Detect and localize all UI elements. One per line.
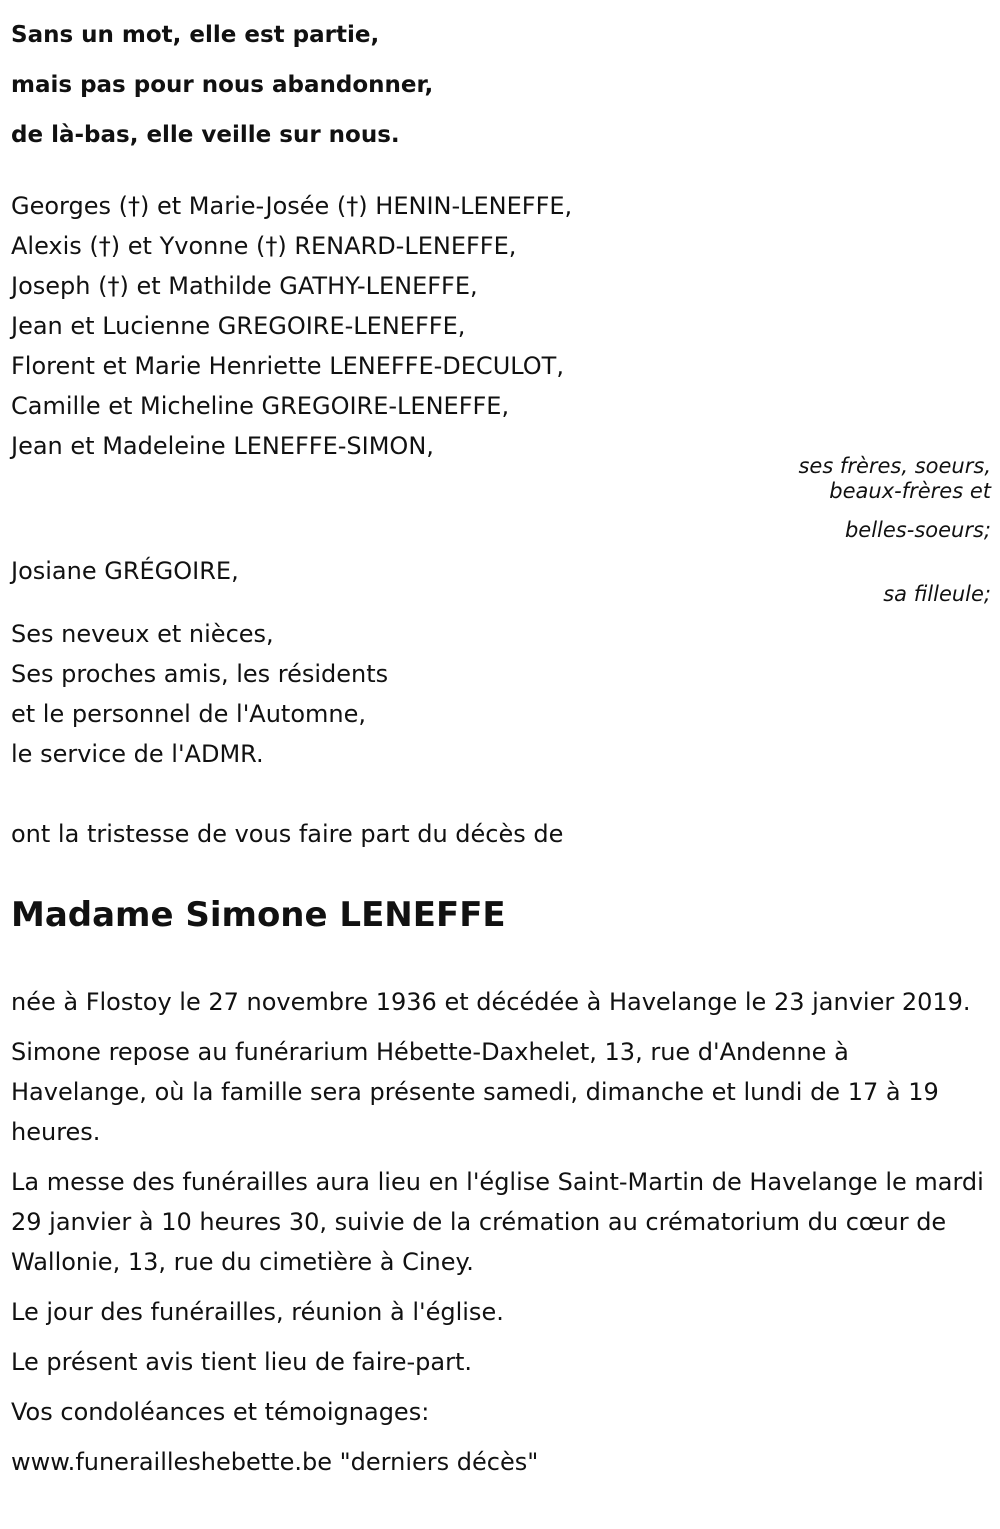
goddaughter-role: sa filleule; — [883, 582, 991, 606]
deceased-name: Madame Simone LENEFFE — [11, 895, 506, 935]
others-line: Ses neveux et nièces, — [11, 620, 274, 648]
family-role-line-3: belles-soeurs; — [844, 518, 991, 542]
details — [11, 982, 986, 1492]
others-line: le service de l'ADMR. — [11, 740, 264, 768]
family-line: Jean et Madeleine LENEFFE-SIMON, — [11, 432, 434, 460]
poem-line-2: mais pas pour nous abandonner, — [11, 72, 434, 98]
others-list — [11, 614, 388, 774]
family-line: Alexis (†) et Yvonne (†) RENARD-LENEFFE, — [11, 232, 517, 260]
poem-line-1: Sans un mot, elle est partie, — [11, 22, 380, 48]
detail-mass: La messe des funérailles aura lieu en l'église Saint-Martin de Havelange le mardi 29 janvier à 10 heures 30, suivie de la crémation au crématorium du cœur de Wallonie, 13, rue du cimetière à Ciney. — [11, 1168, 984, 1276]
family-line: Joseph (†) et Mathilde GATHY-LENEFFE, — [11, 272, 478, 300]
detail-website: www.funerailleshebette.be "derniers décès" — [11, 1448, 539, 1476]
family-line: Jean et Lucienne GREGOIRE-LENEFFE, — [11, 312, 466, 340]
detail-birth-death: née à Flostoy le 27 novembre 1936 et décédée à Havelange le 23 janvier 2019. — [11, 988, 971, 1016]
poem-line-3: de là-bas, elle veille sur nous. — [11, 122, 400, 148]
goddaughter-name: Josiane GRÉGOIRE, — [11, 557, 239, 585]
family-role — [798, 454, 991, 543]
announcement-intro: ont la tristesse de vous faire part du décès de — [11, 820, 564, 848]
family-list — [11, 186, 572, 466]
detail-reunion: Le jour des funérailles, réunion à l'église. — [11, 1298, 504, 1326]
poem — [11, 10, 433, 160]
family-line: Florent et Marie Henriette LENEFFE-DECULOT, — [11, 352, 564, 380]
family-role-line-2: beaux-frères et — [829, 479, 991, 503]
detail-funerarium: Simone repose au funérarium Hébette-Daxhelet, 13, rue d'Andenne à Havelange, où la famille sera présente samedi, dimanche et lundi de 17 à 19 heures. — [11, 1038, 939, 1146]
detail-condolences: Vos condoléances et témoignages: — [11, 1398, 430, 1426]
family-line: Georges (†) et Marie-Josée (†) HENIN-LENEFFE, — [11, 192, 573, 220]
detail-notice: Le présent avis tient lieu de faire-part. — [11, 1348, 473, 1376]
family-line: Camille et Micheline GREGOIRE-LENEFFE, — [11, 392, 510, 420]
family-role-line-1: ses frères, soeurs, — [798, 454, 991, 478]
others-line: Ses proches amis, les résidents — [11, 660, 389, 688]
others-line: et le personnel de l'Automne, — [11, 700, 367, 728]
